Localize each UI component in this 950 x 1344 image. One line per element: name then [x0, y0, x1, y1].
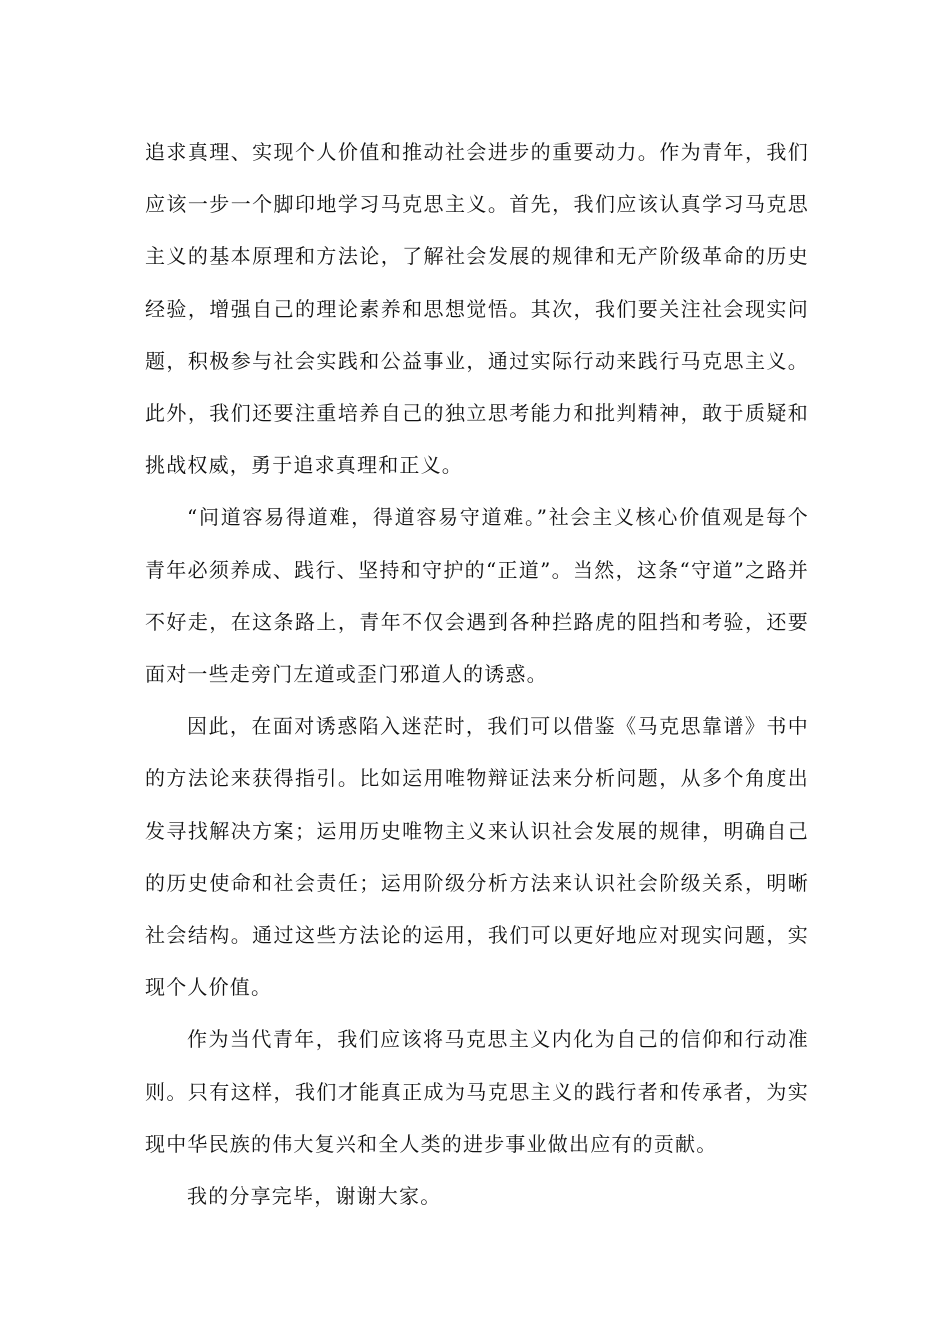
paragraph-closing: 我的分享完毕，谢谢大家。 [187, 1184, 442, 1209]
paragraph-quote: “问道容易得道难，得道容易守道难。”社会主义核心价值观是每个青年必须养成、践行、坚持和守护的“正道”。当然，这条“守道”之路并不好走，在这条路上，青年不仅会遇到各种拦路虎的阻挡和考验，还要面对一些走旁门左道或歪门邪道人的诱惑。 [145, 505, 809, 687]
paragraph-youth: 作为当代青年，我们应该将马克思主义内化为自己的信仰和行动准则。只有这样，我们才能真正成为马克思主义的践行者和传承者，为实现中华民族的伟大复兴和全人类的进步事业做出应有的贡献。 [145, 1027, 809, 1156]
document-body [145, 126, 809, 1222]
paragraph-methodology: 因此，在面对诱惑陷入迷茫时，我们可以借鉴《马克思靠谱》书中的方法论来获得指引。比如运用唯物辩证法来分析问题，从多个角度出发寻找解决方案；运用历史唯物主义来认识社会发展的规律，明确自己的历史使命和社会责任；运用阶级分析方法来认识社会阶级关系，明晰社会结构。通过这些方法论的运用，我们可以更好地应对现实问题，实现个人价值。 [145, 714, 809, 1000]
paragraph-continuation: 追求真理、实现个人价值和推动社会进步的重要动力。作为青年，我们应该一步一个脚印地学习马克思主义。首先，我们应该认真学习马克思主义的基本原理和方法论，了解社会发展的规律和无产阶级革命的历史经验，增强自己的理论素养和思想觉悟。其次，我们要关注社会现实问题，积极参与社会实践和公益事业，通过实际行动来践行马克思主义。此外，我们还要注重培养自己的独立思考能力和批判精神，敢于质疑和挑战权威，勇于追求真理和正义。 [145, 140, 809, 478]
